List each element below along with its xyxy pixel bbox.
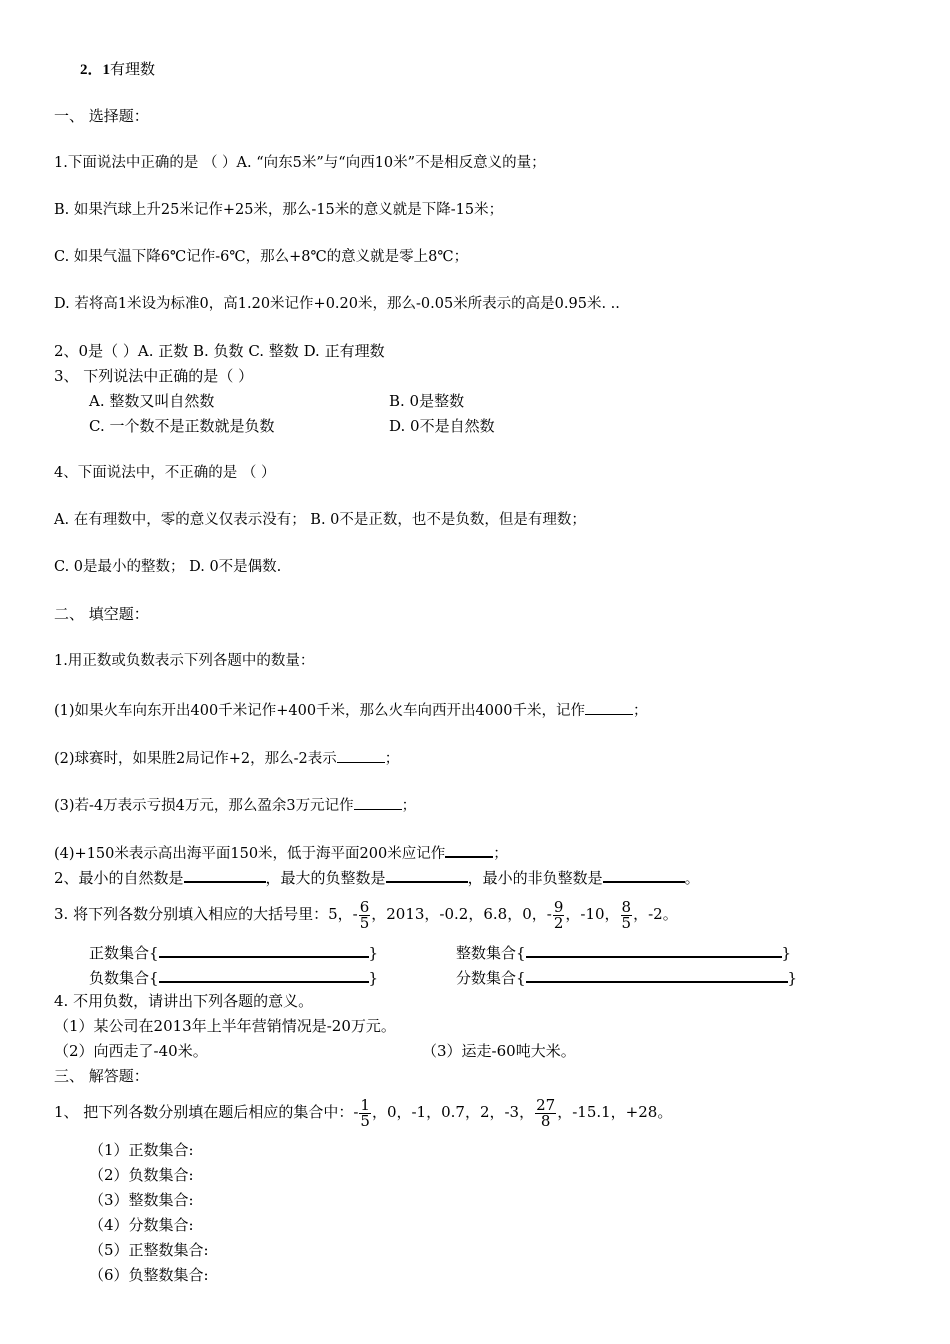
answer-blank[interactable] bbox=[526, 942, 782, 958]
fill-1-part-3 bbox=[54, 795, 416, 815]
section-fill-heading: 二、 填空题： bbox=[54, 605, 149, 623]
question-1-option-d: D. 若将高1米设为标准0，高1.20米记作+0.20米，那么-0.05米所表示的高是0.95米. .. bbox=[54, 296, 620, 312]
semicolon: ； bbox=[401, 798, 417, 814]
semicolon: ； bbox=[384, 751, 400, 767]
set-fraction-label: 分数集合{ bbox=[456, 969, 526, 987]
solve-1-item: （1）正数集合: bbox=[89, 1141, 194, 1159]
numerator: 8 bbox=[621, 897, 632, 916]
set-negative-label: 负数集合{ bbox=[89, 969, 159, 987]
semicolon: ； bbox=[493, 846, 508, 862]
fill-1-part-1 bbox=[54, 700, 647, 720]
fraction bbox=[359, 1095, 371, 1130]
set-fraction bbox=[456, 967, 797, 987]
solve-1-item: （5）正整数集合: bbox=[89, 1241, 209, 1259]
question-3: 3、 下列说法中正确的是（ ） bbox=[54, 367, 254, 385]
fill-1-part-2 bbox=[54, 748, 399, 768]
brace-close: } bbox=[781, 944, 792, 962]
answer-blank[interactable] bbox=[159, 942, 369, 958]
fill-2-text-c: ，最小的非负整数是 bbox=[467, 869, 603, 887]
denominator: 2 bbox=[553, 913, 564, 932]
answer-blank[interactable] bbox=[386, 867, 468, 883]
fill-1-part-3-text: (3)若-4万表示亏损4万元，那么盈余3万元记作 bbox=[54, 798, 354, 814]
fraction bbox=[535, 1095, 556, 1130]
fraction bbox=[359, 897, 371, 932]
answer-blank[interactable] bbox=[159, 967, 369, 983]
question-3-option-c: C. 一个数不是正数就是负数 bbox=[89, 417, 275, 435]
fill-1-part-1-text: (1)如果火车向东开出400千米记作+400千米，那么火车向西开出4000千米，记作 bbox=[54, 703, 585, 719]
numerator: 1 bbox=[360, 1095, 370, 1114]
answer-blank[interactable] bbox=[337, 748, 385, 763]
fill-1-part-4 bbox=[54, 842, 508, 863]
fill-2-text-a: 2、最小的自然数是 bbox=[54, 869, 184, 887]
fill-2 bbox=[54, 867, 700, 887]
fill-1-part-2-text: (2)球赛时，如果胜2局记作+2，那么-2表示 bbox=[54, 751, 337, 767]
section-solve-heading: 三、 解答题： bbox=[54, 1067, 149, 1085]
solve-1-text-mid: ，0，-1，0.7，2，-3， bbox=[371, 1103, 535, 1121]
set-positive bbox=[89, 942, 378, 962]
semicolon: ； bbox=[632, 703, 648, 719]
fill-2-text-b: ，最大的负整数是 bbox=[265, 869, 386, 887]
answer-blank[interactable] bbox=[526, 967, 788, 983]
title-text: 有理数 bbox=[110, 60, 156, 78]
brace-close: } bbox=[787, 969, 798, 987]
set-negative bbox=[89, 967, 378, 987]
fill-3-text-pre: 3. 将下列各数分别填入相应的大括号里：5，- bbox=[54, 905, 358, 923]
question-3-option-b: B. 0是整数 bbox=[389, 392, 465, 410]
fill-3-text-mid: ，2013，-0.2，6.8，0，- bbox=[371, 905, 552, 923]
answer-blank[interactable] bbox=[354, 795, 402, 810]
fill-4-part-1: （1）某公司在2013年上半年营销情况是-20万元。 bbox=[54, 1017, 396, 1035]
question-3-option-a: A. 整数又叫自然数 bbox=[89, 392, 215, 410]
denominator: 5 bbox=[360, 1111, 370, 1130]
question-1-option-b: B. 如果汽球上升25米记作+25米，那么-15米的意义就是下降-15米； bbox=[54, 202, 504, 218]
question-4-options-ab: A. 在有理数中，零的意义仅表示没有； B. 0不是正数，也不是负数，但是有理数； bbox=[54, 512, 586, 528]
brace-close: } bbox=[368, 969, 379, 987]
solve-1-text-pre: 1、 把下列各数分别填在题后相应的集合中：- bbox=[54, 1103, 359, 1121]
fill-4-part-2: （2）向西走了-40米。 bbox=[54, 1042, 208, 1060]
numerator: 27 bbox=[536, 1095, 556, 1114]
fill-3 bbox=[54, 896, 678, 932]
fill-3-text-mid2: ，-10， bbox=[565, 905, 620, 923]
question-4: 4、下面说法中，不正确的是 （ ） bbox=[54, 465, 276, 481]
fill-3-text-end: ，-2。 bbox=[633, 905, 678, 923]
solve-1-item: （4）分数集合: bbox=[89, 1216, 194, 1234]
title-number: 2．1 bbox=[80, 62, 111, 78]
brace-close: } bbox=[368, 944, 379, 962]
answer-blank[interactable] bbox=[585, 700, 633, 715]
numerator: 9 bbox=[553, 897, 564, 916]
denominator: 5 bbox=[359, 913, 370, 932]
section-choice-heading: 一、 选择题： bbox=[54, 107, 149, 125]
answer-blank[interactable] bbox=[603, 867, 685, 883]
question-2: 2、0是（ ）A. 正数 B. 负数 C. 整数 D. 正有理数 bbox=[54, 342, 385, 360]
page-title bbox=[80, 60, 155, 79]
answer-blank[interactable] bbox=[445, 842, 493, 858]
answer-blank[interactable] bbox=[184, 867, 266, 883]
solve-1-item: （3）整数集合: bbox=[89, 1191, 194, 1209]
denominator: 5 bbox=[621, 913, 632, 932]
solve-1-text-end: ，-15.1，+28。 bbox=[557, 1103, 673, 1121]
denominator: 8 bbox=[540, 1111, 551, 1130]
set-integer-label: 整数集合{ bbox=[456, 944, 526, 962]
question-1: 1.下面说法中正确的是 （ ）A. “向东5米”与“向西10米”不是相反意义的量； bbox=[54, 155, 546, 171]
question-1-option-c: C. 如果气温下降6℃记作-6℃，那么+8℃的意义就是零上8℃； bbox=[54, 249, 469, 265]
solve-1-item: （6）负整数集合: bbox=[89, 1266, 209, 1284]
solve-1 bbox=[54, 1094, 672, 1130]
set-positive-label: 正数集合{ bbox=[89, 944, 159, 962]
set-integer bbox=[456, 942, 791, 962]
fraction bbox=[553, 897, 565, 932]
fill-4-part-3: （3）运走-60吨大米。 bbox=[422, 1042, 576, 1060]
fill-1-intro: 1.用正数或负数表示下列各题中的数量： bbox=[54, 653, 315, 669]
question-4-options-cd: C. 0是最小的整数； D. 0不是偶数. bbox=[54, 559, 282, 575]
question-3-option-d: D. 0不是自然数 bbox=[389, 417, 495, 435]
fill-1-part-4-text: (4)+150米表示高出海平面150米，低于海平面200米应记作 bbox=[54, 846, 446, 862]
fraction bbox=[621, 897, 633, 932]
solve-1-item: （2）负数集合: bbox=[89, 1166, 194, 1184]
numerator: 6 bbox=[359, 897, 370, 916]
fill-2-end: 。 bbox=[684, 869, 700, 887]
fill-4: 4. 不用负数，请讲出下列各题的意义。 bbox=[54, 992, 314, 1010]
